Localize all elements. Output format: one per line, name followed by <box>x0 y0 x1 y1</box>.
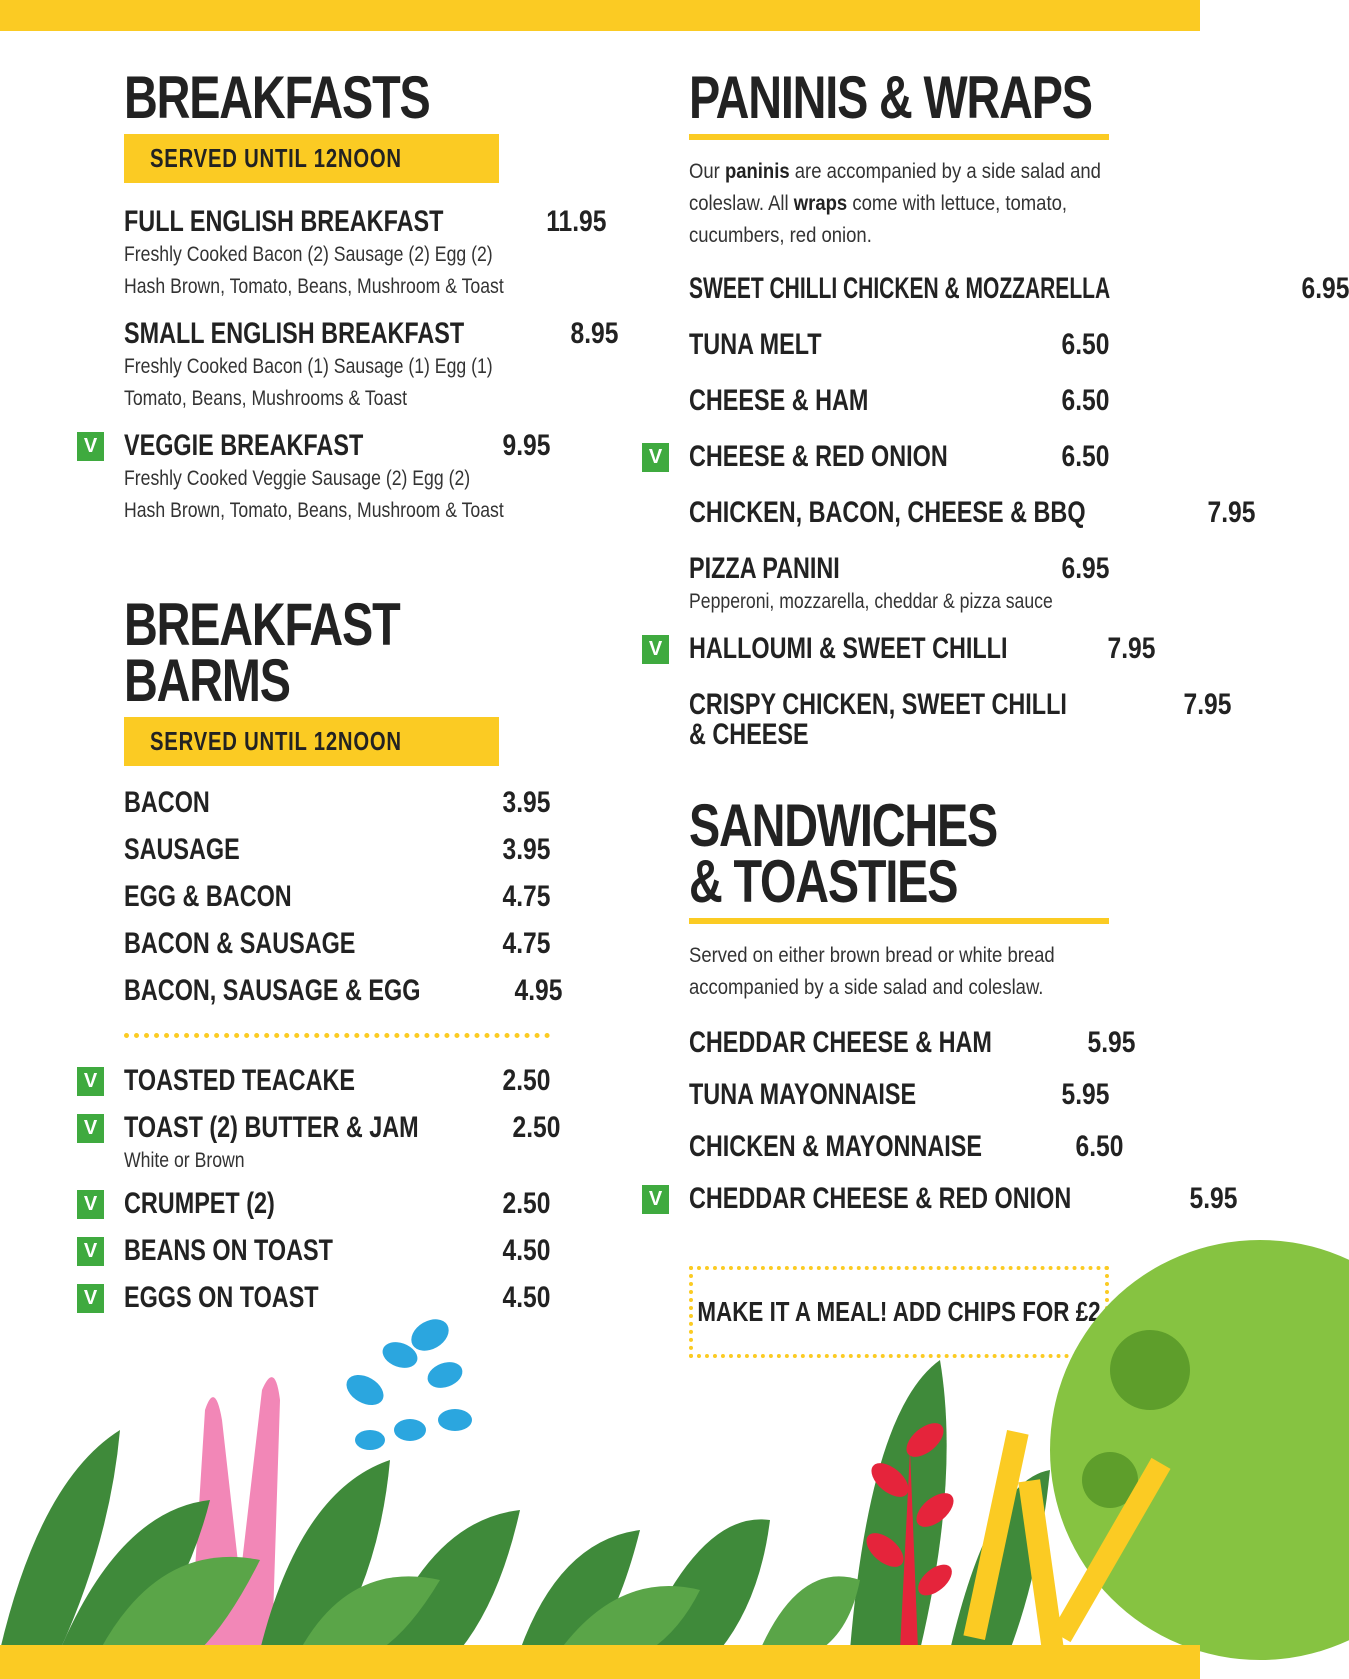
menu-item <box>689 552 1109 618</box>
menu-item <box>124 927 550 974</box>
sandwiches-list <box>648 1026 1238 1234</box>
item-price: 4.75 <box>502 880 550 913</box>
item-name: TUNA MELT <box>689 328 822 361</box>
breakfasts-served-badge: SERVED UNTIL 12NOON <box>124 134 499 183</box>
item-description: Pepperoni, mozzarella, cheddar & pizza sauce <box>689 590 1053 613</box>
item-price: 6.95 <box>1301 272 1349 305</box>
item-name: BACON, SAUSAGE & EGG <box>124 974 421 1007</box>
dotted-divider <box>124 1033 550 1038</box>
item-description: Freshly Cooked Veggie Sausage (2) Egg (2) <box>124 467 471 490</box>
barms-title: BREAKFAST BARMS <box>124 591 400 714</box>
item-name: BACON <box>124 786 210 819</box>
vegetarian-badge: V <box>77 1114 104 1143</box>
paninis-title-rule <box>689 134 1109 140</box>
vegetarian-badge: V <box>77 432 104 461</box>
meal-deal-box: MAKE IT A MEAL! ADD CHIPS FOR £2 <box>689 1266 1109 1358</box>
menu-item <box>689 496 1256 552</box>
item-name: CHICKEN & MAYONNAISE <box>689 1130 982 1163</box>
item-price: 2.50 <box>502 1064 550 1097</box>
item-name: CRISPY CHICKEN, SWEET CHILLI <box>689 688 1067 721</box>
paninis-list <box>648 272 1349 752</box>
vegetarian-badge: V <box>77 1067 104 1096</box>
item-description: White or Brown <box>124 1149 245 1172</box>
item-name: CHEDDAR CHEESE & HAM <box>689 1026 992 1059</box>
foliage-illustration <box>0 1280 1200 1650</box>
item-price: 5.95 <box>1189 1182 1238 1215</box>
item-name: TUNA MAYONNAISE <box>689 1078 917 1111</box>
menu-item <box>689 1130 1123 1182</box>
item-price: 7.95 <box>1207 496 1256 529</box>
item-name: TOAST (2) BUTTER & JAM <box>124 1111 419 1144</box>
item-price: 4.50 <box>502 1234 550 1267</box>
vegetarian-badge: V <box>642 635 669 664</box>
item-price: 6.50 <box>1061 384 1109 417</box>
breakfasts-title: BREAKFASTS <box>124 64 430 131</box>
menu-item <box>124 205 607 303</box>
item-name: CHICKEN, BACON, CHEESE & BBQ <box>689 496 1086 529</box>
item-name: TOASTED TEACAKE <box>124 1064 355 1097</box>
menu-item <box>124 833 550 880</box>
menu-item <box>83 1187 550 1234</box>
item-name: BEANS ON TOAST <box>124 1234 333 1267</box>
item-price: 2.50 <box>512 1111 561 1144</box>
menu-item <box>648 632 1156 688</box>
item-name: BACON & SAUSAGE <box>124 927 356 960</box>
item-price: 7.95 <box>1183 688 1232 721</box>
item-description: Hash Brown, Tomato, Beans, Mushroom & Toast <box>124 275 504 298</box>
menu-item <box>689 384 1109 440</box>
item-price: 6.50 <box>1061 328 1109 361</box>
menu-item <box>689 1026 1136 1078</box>
item-name: CHEESE & RED ONION <box>689 440 948 473</box>
item-price: 5.95 <box>1087 1026 1136 1059</box>
vegetarian-badge: V <box>77 1237 104 1266</box>
item-name: SAUSAGE <box>124 833 240 866</box>
item-description: Freshly Cooked Bacon (2) Sausage (2) Egg (2) <box>124 243 493 266</box>
menu-item <box>124 974 563 1021</box>
sandwiches-title-rule <box>689 918 1109 924</box>
menu-item <box>689 272 1349 328</box>
item-name: CRUMPET (2) <box>124 1187 275 1220</box>
item-name-continued: & CHEESE <box>689 718 809 751</box>
sandwiches-title: SANDWICHES & TOASTIES <box>689 792 998 915</box>
right-column <box>648 64 1349 1358</box>
item-name: CHEDDAR CHEESE & RED ONION <box>689 1182 1072 1215</box>
menu-item <box>689 328 1109 384</box>
menu-item <box>83 429 550 527</box>
vegetarian-badge: V <box>77 1284 104 1313</box>
item-price: 4.75 <box>502 927 550 960</box>
left-column <box>83 64 619 1328</box>
item-name: EGG & BACON <box>124 880 292 913</box>
menu-item <box>648 1182 1238 1234</box>
item-price: 6.50 <box>1061 440 1109 473</box>
item-price: 2.50 <box>502 1187 550 1220</box>
menu-item <box>83 1064 550 1111</box>
top-accent-bar <box>0 0 1200 31</box>
menu-item <box>83 1111 561 1177</box>
item-description: Tomato, Beans, Mushrooms & Toast <box>124 387 408 410</box>
vegetarian-badge: V <box>642 1185 669 1214</box>
paninis-title: PANINIS & WRAPS <box>689 64 1092 131</box>
item-price: 4.50 <box>502 1281 550 1314</box>
menu-item <box>648 440 1109 496</box>
item-name: SWEET CHILLI CHICKEN & MOZZARELLA <box>689 272 1111 305</box>
item-price: 4.95 <box>514 974 563 1007</box>
item-price: 6.95 <box>1061 552 1109 585</box>
item-price: 7.95 <box>1107 632 1156 665</box>
menu-item <box>124 880 550 927</box>
item-price: 9.95 <box>502 429 550 462</box>
menu-item <box>83 1234 550 1281</box>
menu-item <box>689 688 1232 752</box>
item-name: EGGS ON TOAST <box>124 1281 319 1314</box>
bottom-accent-bar <box>0 1645 1200 1679</box>
vegetarian-badge: V <box>77 1190 104 1219</box>
barms-list <box>124 786 563 1021</box>
item-name: VEGGIE BREAKFAST <box>124 429 364 462</box>
item-name: CHEESE & HAM <box>689 384 869 417</box>
item-description: Hash Brown, Tomato, Beans, Mushroom & Toast <box>124 499 504 522</box>
item-price: 6.50 <box>1075 1130 1123 1163</box>
item-name: HALLOUMI & SWEET CHILLI <box>689 632 1008 665</box>
item-name: SMALL ENGLISH BREAKFAST <box>124 317 465 350</box>
item-description: Freshly Cooked Bacon (1) Sausage (1) Egg (1) <box>124 355 493 378</box>
item-price: 5.95 <box>1061 1078 1109 1111</box>
lime-spot <box>1110 1330 1190 1410</box>
sandwiches-intro: Served on either brown bread or white bread accompanied by a side salad and coleslaw. <box>689 944 1055 999</box>
menu-item <box>124 786 550 833</box>
item-name: PIZZA PANINI <box>689 552 840 585</box>
blue-plant <box>341 1313 472 1450</box>
menu-item <box>689 1078 1109 1130</box>
item-price: 3.95 <box>502 833 550 866</box>
paninis-intro: Our paninis are accompanied by a side salad and coleslaw. All wraps come with lettuce, tomato, cucumbers, red onion. <box>689 160 1101 247</box>
barms-served-badge: SERVED UNTIL 12NOON <box>124 717 499 766</box>
item-price: 8.95 <box>570 317 619 350</box>
item-price: 3.95 <box>502 786 550 819</box>
item-name: FULL ENGLISH BREAKFAST <box>124 205 444 238</box>
menu-item <box>124 317 619 415</box>
vegetarian-badge: V <box>642 443 669 472</box>
item-price: 11.95 <box>546 205 607 238</box>
